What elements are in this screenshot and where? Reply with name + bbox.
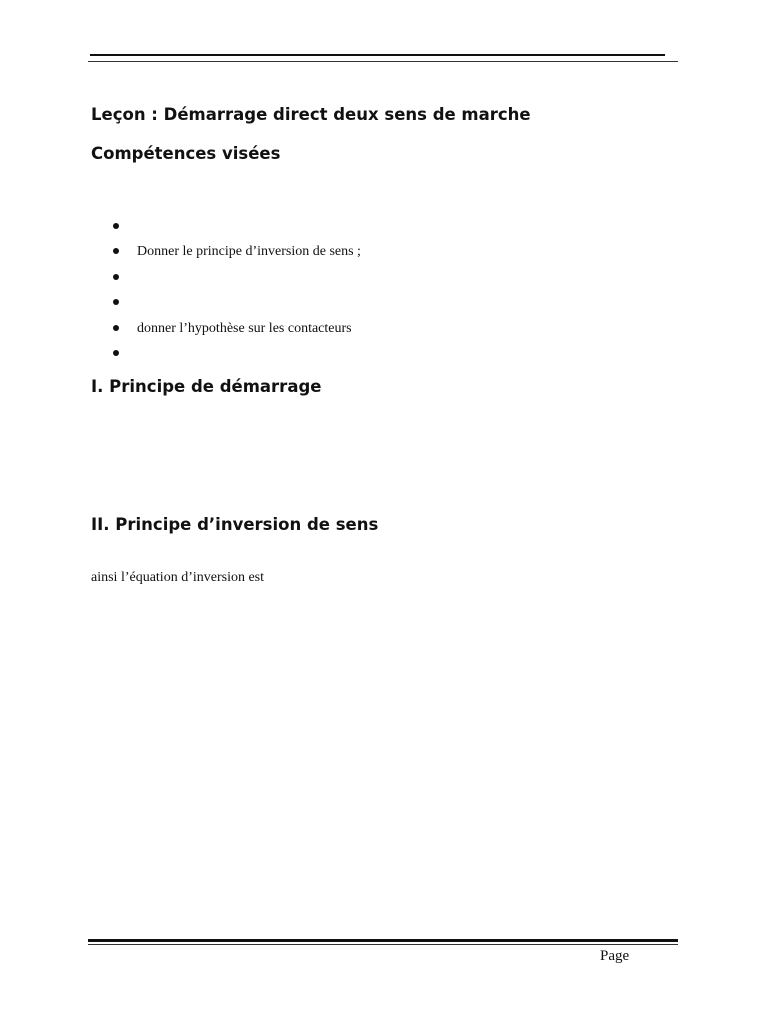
section-2-text: ainsi l’équation d’inversion est <box>91 570 265 585</box>
competences-heading: Compétences visées <box>91 144 281 163</box>
section-1-heading: I. Principe de démarrage <box>91 377 322 396</box>
list-item-text: donner l’hypothèse sur les contacteurs <box>137 320 352 336</box>
section-2-heading: II. Principe d’inversion de sens <box>91 515 379 534</box>
bullet-icon <box>113 274 119 280</box>
footer-rule-thick <box>88 939 678 942</box>
header-rule-thin <box>88 61 678 62</box>
lesson-title: Leçon : Démarrage direct deux sens de marche <box>91 105 531 124</box>
footer-page-label: Page <box>600 948 630 964</box>
bullet-icon <box>113 223 119 229</box>
bullet-icon <box>113 350 119 356</box>
list-item-text: Donner le principe d’inversion de sens ; <box>137 244 361 260</box>
footer-rule-thin <box>88 944 678 945</box>
header-rule-thick <box>90 54 665 56</box>
bullet-icon <box>113 325 119 331</box>
bullet-icon <box>113 248 119 254</box>
bullet-icon <box>113 299 119 305</box>
